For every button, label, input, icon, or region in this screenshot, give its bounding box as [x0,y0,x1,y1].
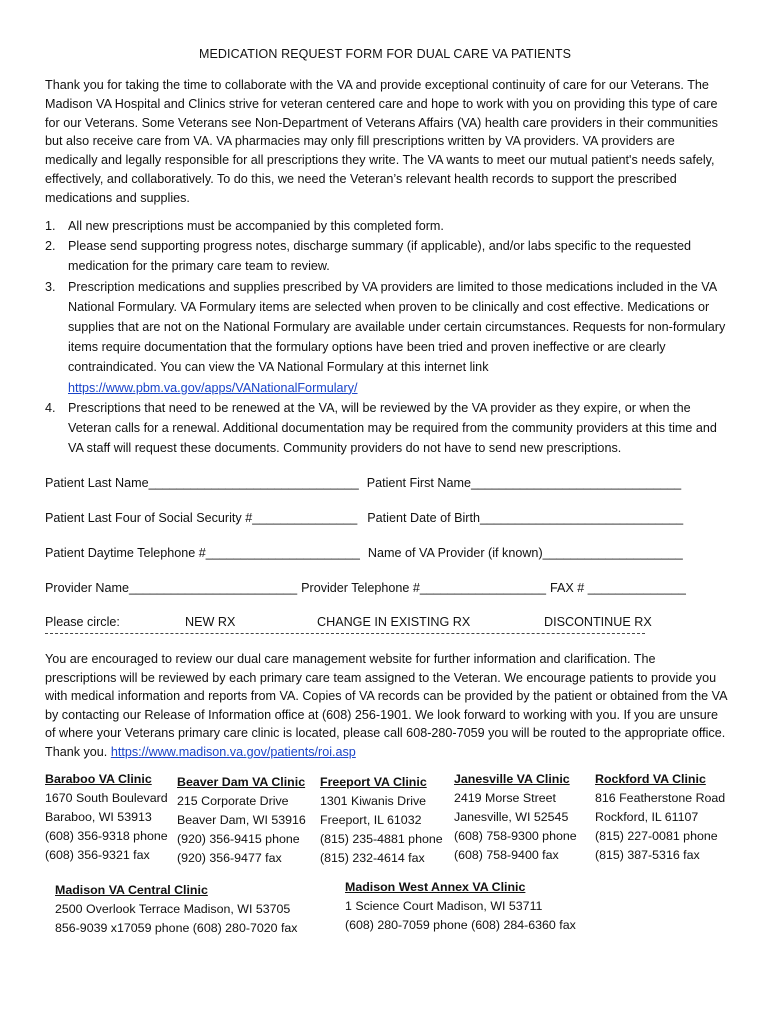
closing-paragraph [45,650,730,762]
list-item [45,398,735,459]
clinic-name: Beaver Dam VA Clinic [177,775,306,789]
list-item [45,277,735,398]
change-rx-option[interactable]: CHANGE IN EXISTING RX [317,615,471,629]
clinic-phone: (920) 356-9415 phone [177,832,300,846]
clinic-address: 1670 South Boulevard [45,791,168,805]
clinic-phone: (815) 227-0081 phone [595,829,718,843]
field-row-names [45,476,681,490]
list-text: All new prescriptions must be accompanied by this completed form. [68,219,444,233]
clinic-rockford [595,770,725,865]
clinic-address: 1301 Kiwanis Drive [320,794,427,808]
patient-first-name-field[interactable]: Patient First Name______________________________ [366,476,682,490]
clinic-beaver-dam [177,773,306,868]
clinic-fax: (815) 387-5316 fax [595,848,700,862]
list-text: Prescription medications and supplies prescribed by VA providers are limited to those medications included in the VA National Formulary. VA Formulary items are selected when proven to be clinically and cost effective. Medications or supplies that are not on the National Formulary are available under certain circumstances. Requests for non-formulary items require documentation that the formulary options have been tried and proven ineffective or are clearly contraindicated. You can view the VA National Formulary at this internet link [68,279,726,375]
patient-ssn-field[interactable]: Patient Last Four of Social Security #_______________ [45,511,358,525]
clinic-city: Freeport, IL 61032 [320,813,422,827]
roi-link[interactable]: https://www.madison.va.gov/patients/roi.asp [110,744,356,759]
clinic-city: Beaver Dam, WI 53916 [177,813,306,827]
list-number: 4. [45,400,56,415]
clinic-name: Madison VA Central Clinic [55,883,208,897]
patient-last-name-field[interactable]: Patient Last Name______________________________ [45,476,359,490]
clinic-address: 2419 Morse Street [454,791,556,805]
instructions-list [45,216,735,458]
clinic-phone: (608) 758-9300 phone [454,829,577,843]
list-item [45,236,735,276]
clinic-fax: (608) 356-9321 fax [45,848,150,862]
clinic-name: Janesville VA Clinic [454,772,570,786]
clinic-janesville [454,770,577,865]
circle-row [45,615,652,629]
discontinue-rx-option[interactable]: DISCONTINUE RX [544,615,652,629]
list-number: 1. [45,219,56,233]
clinic-city: Baraboo, WI 53913 [45,810,152,824]
provider-phone-field[interactable]: Provider Telephone #__________________ [301,581,546,595]
clinic-name: Baraboo VA Clinic [45,772,152,786]
clinic-address: 2500 Overlook Terrace Madison, WI 53705 [55,902,291,916]
clinic-fax: (815) 232-4614 fax [320,851,425,865]
page-title: MEDICATION REQUEST FORM FOR DUAL CARE VA PATIENTS [198,47,572,61]
clinic-phone: (608) 280-7059 phone (608) 284-6360 fax [345,918,576,932]
clinic-phone: (608) 356-9318 phone [45,829,168,843]
dashed-divider [45,633,645,636]
clinic-madison-west [345,878,576,935]
clinic-madison-central [55,881,298,938]
list-item [45,216,735,236]
clinic-address: 215 Corporate Drive [177,794,289,808]
circle-label: Please circle: [45,615,120,629]
field-row-phone-provider [45,546,683,560]
clinic-phone: (815) 235-4881 phone [320,832,443,846]
clinic-freeport [320,773,443,868]
list-number: 2. [45,239,56,254]
clinic-city: Rockford, IL 61107 [595,810,699,824]
patient-phone-field[interactable]: Patient Daytime Telephone #______________________ [45,546,360,560]
clinic-fax: (608) 758-9400 fax [454,848,559,862]
list-text: Prescriptions that need to be renewed at the VA, will be reviewed by the VA provider as they expire, or when the Veteran calls for a renewal. Additional documentation may be required from the community providers at this time and VA staff will request these documents. Community providers do not have to send new prescriptions. [68,400,717,456]
clinic-fax: (920) 356-9477 fax [177,851,282,865]
clinic-name: Freeport VA Clinic [320,775,427,789]
provider-name-field[interactable]: Provider Name________________________ [45,581,298,595]
va-provider-field[interactable]: Name of VA Provider (if known)____________________ [367,546,683,560]
list-number: 3. [45,279,56,294]
fax-field[interactable]: FAX # ______________ [549,581,686,595]
formulary-link[interactable]: https://www.pbm.va.gov/apps/VANationalFormulary/ [68,380,358,395]
field-row-provider [45,581,686,595]
clinic-phone: 856-9039 x17059 phone (608) 280-7020 fax [55,921,298,935]
clinic-address: 816 Featherstone Road [595,791,726,805]
intro-paragraph: Thank you for taking the time to collaborate with the VA and provide exceptional continuity of care for our Veterans. The Madison VA Hospital and Clinics strive for veteran centered care and hope to work with you on providing this type of care for our Veterans. Some Veterans see Non-Department of Veterans Affairs (VA) health care providers in their communities but also receive care from VA. VA pharmacies may only fill prescriptions written by VA providers. VA providers are medically and legally responsible for all prescriptions they write. The VA wants to meet our mutual patient's needs safely, effectively, and collaboratively. To do this, we need the Veteran’s relevant health records to support the prescribed medications and supplies. [45,78,718,205]
closing-text: You are encouraged to review our dual care management website for further information and clarification. The prescriptions will be reviewed by each primary care team assigned to the Veteran. We encourage patients to provide you with medical information and reports from VA. Copies of VA records can be provided by the patient or obtained from the VA by contacting our Release of Information office at (608) 256-1901. We look forward to working with you. If you are unsure of where your Veterans primary care clinic is located, please call 608-280-7059 you will be routed to the appropriate office. Thank you. [45,652,727,759]
field-row-ssn-dob [45,511,683,525]
clinic-address: 1 Science Court Madison, WI 53711 [345,899,543,913]
new-rx-option[interactable]: NEW RX [185,615,236,629]
clinic-baraboo [45,770,168,865]
clinic-name: Madison West Annex VA Clinic [345,880,526,894]
clinic-city: Janesville, WI 52545 [454,810,569,824]
clinic-name: Rockford VA Clinic [595,772,706,786]
list-text: Please send supporting progress notes, discharge summary (if applicable), and/or labs specific to the requested medication for the primary care team to review. [68,239,692,274]
patient-dob-field[interactable]: Patient Date of Birth_____________________________ [367,511,684,525]
